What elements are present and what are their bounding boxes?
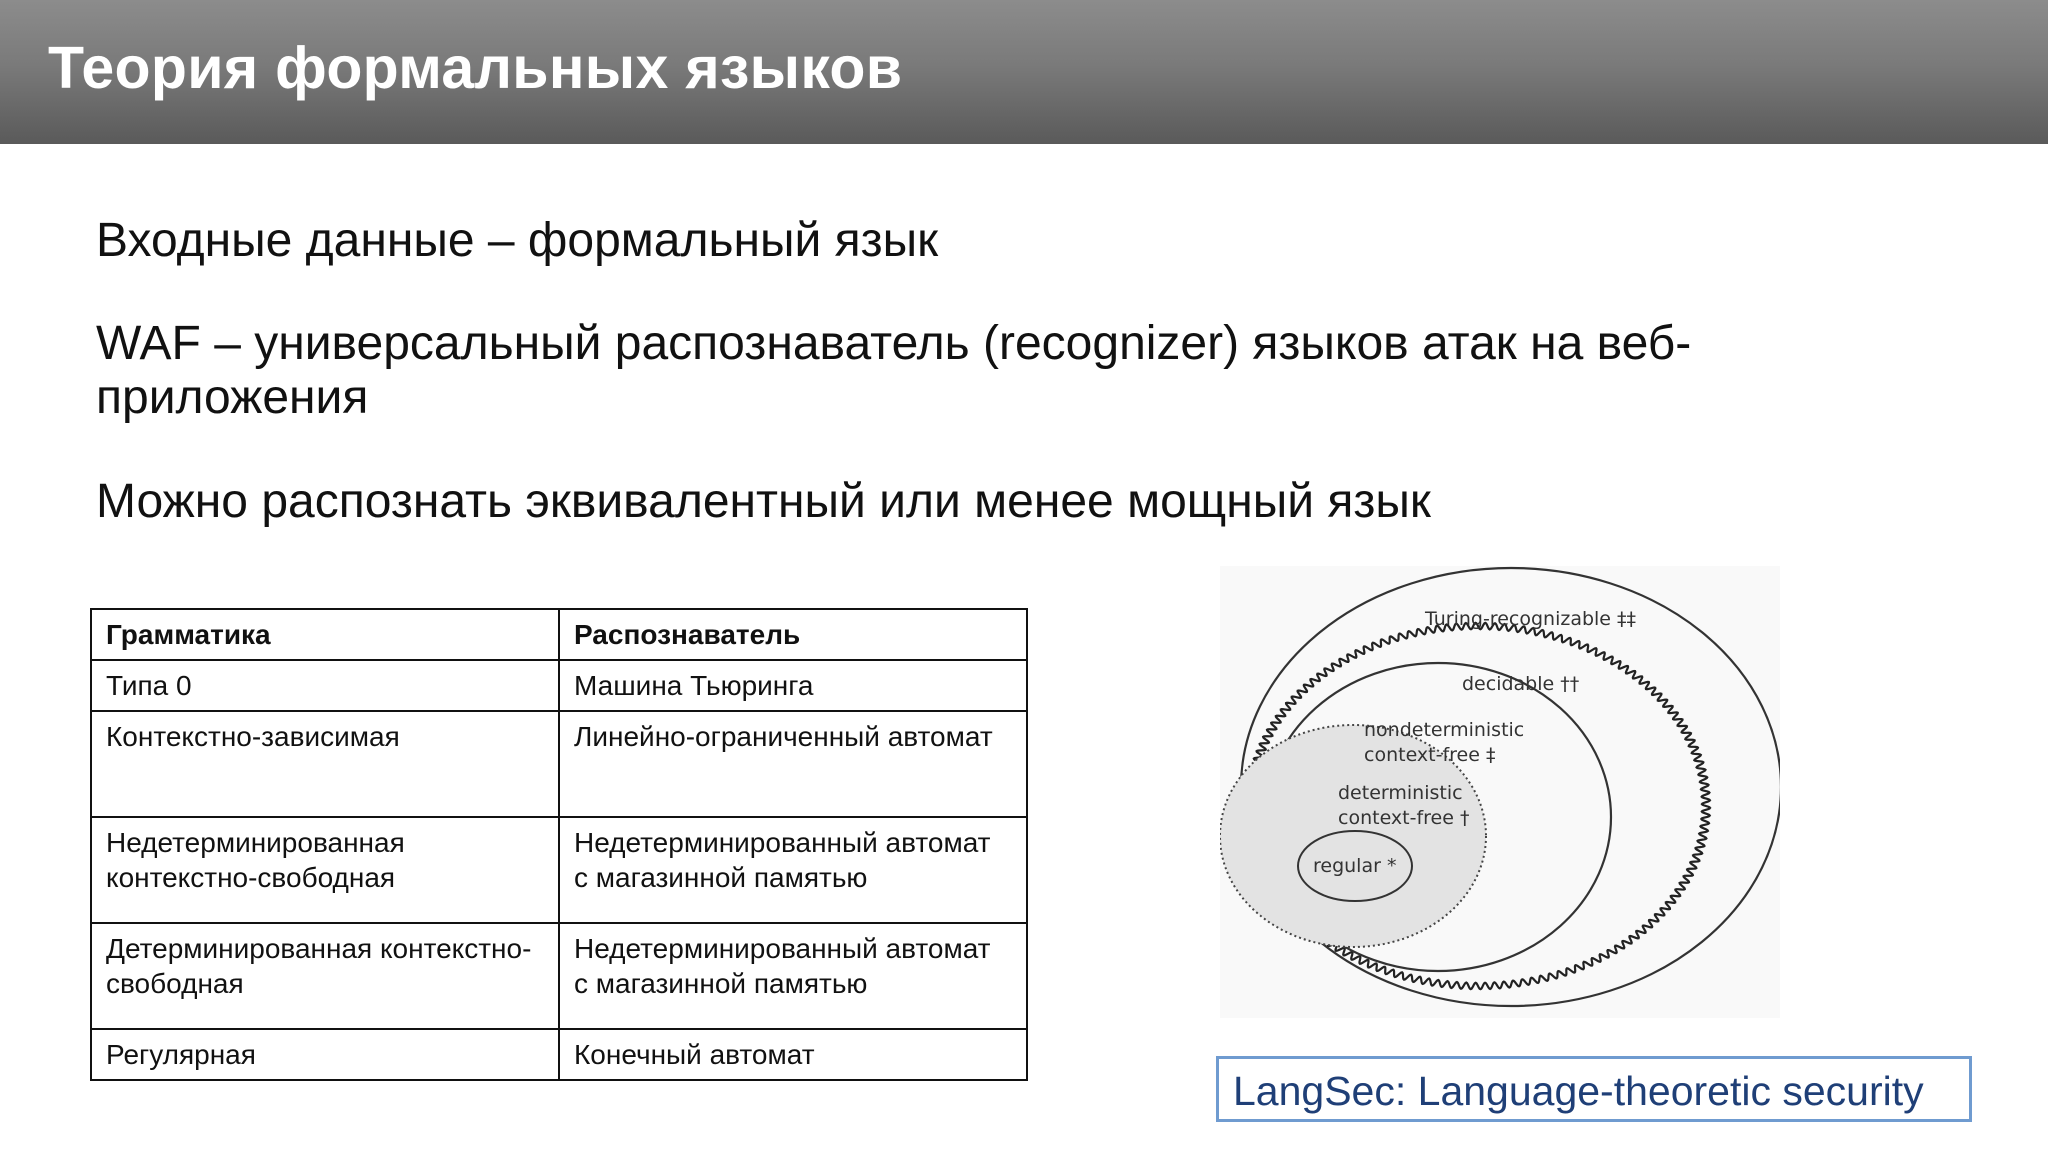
source-reference-box (1216, 1056, 1972, 1122)
bullet-waf-recognizer: WAF – универсальный распознаватель (recognizer) языков атак на веб-приложения (96, 317, 1692, 424)
source-reference-label: LangSec: Language-theoretic security (1233, 1068, 1924, 1114)
table-header-row (91, 609, 1027, 660)
table-row (91, 817, 1027, 923)
header-recognizer: Распознаватель (559, 609, 1027, 660)
slide-title: Теория формальных языков (48, 35, 903, 101)
grammar-cell: Детерминированная контекстно-свободная (91, 923, 559, 1029)
label-turing-recognizable: Turing-recognizable ‡‡ (1425, 608, 1637, 630)
language-hierarchy-diagram (1220, 566, 1780, 1018)
label-regular: regular * (1313, 855, 1397, 877)
grammar-cell: Недетерминированная контекстно-свободная (91, 817, 559, 923)
label-ncf-line1: nondeterministic (1364, 719, 1525, 741)
recognizer-cell: Недетерминированный автомат с магазинной памятью (559, 923, 1027, 1029)
table-row (91, 923, 1027, 1029)
label-dcf-line2: context-free † (1338, 807, 1470, 829)
recognizer-cell: Конечный автомат (559, 1029, 1027, 1080)
recognizer-cell: Недетерминированный автомат с магазинной памятью (559, 817, 1027, 923)
label-dcf-line1: deterministic (1338, 782, 1463, 804)
grammar-cell: Регулярная (91, 1029, 559, 1080)
title-bar (0, 0, 2048, 144)
bullet-input-data: Входные данные – формальный язык (96, 214, 939, 267)
hierarchy-svg (1220, 566, 1780, 1018)
table-row (91, 711, 1027, 817)
bullet-recognize-language: Можно распознать эквивалентный или менее мощный язык (96, 475, 1431, 528)
recognizer-cell: Линейно-ограниченный автомат (559, 711, 1027, 817)
grammar-cell: Типа 0 (91, 660, 559, 711)
table-row (91, 660, 1027, 711)
table-row (91, 1029, 1027, 1080)
recognizer-cell: Машина Тьюринга (559, 660, 1027, 711)
grammar-cell: Контекстно-зависимая (91, 711, 559, 817)
grammar-recognizer-table (90, 608, 1028, 1081)
label-decidable: decidable †† (1462, 673, 1580, 695)
header-grammar: Грамматика (91, 609, 559, 660)
label-ncf-line2: context-free ‡ (1364, 744, 1496, 766)
